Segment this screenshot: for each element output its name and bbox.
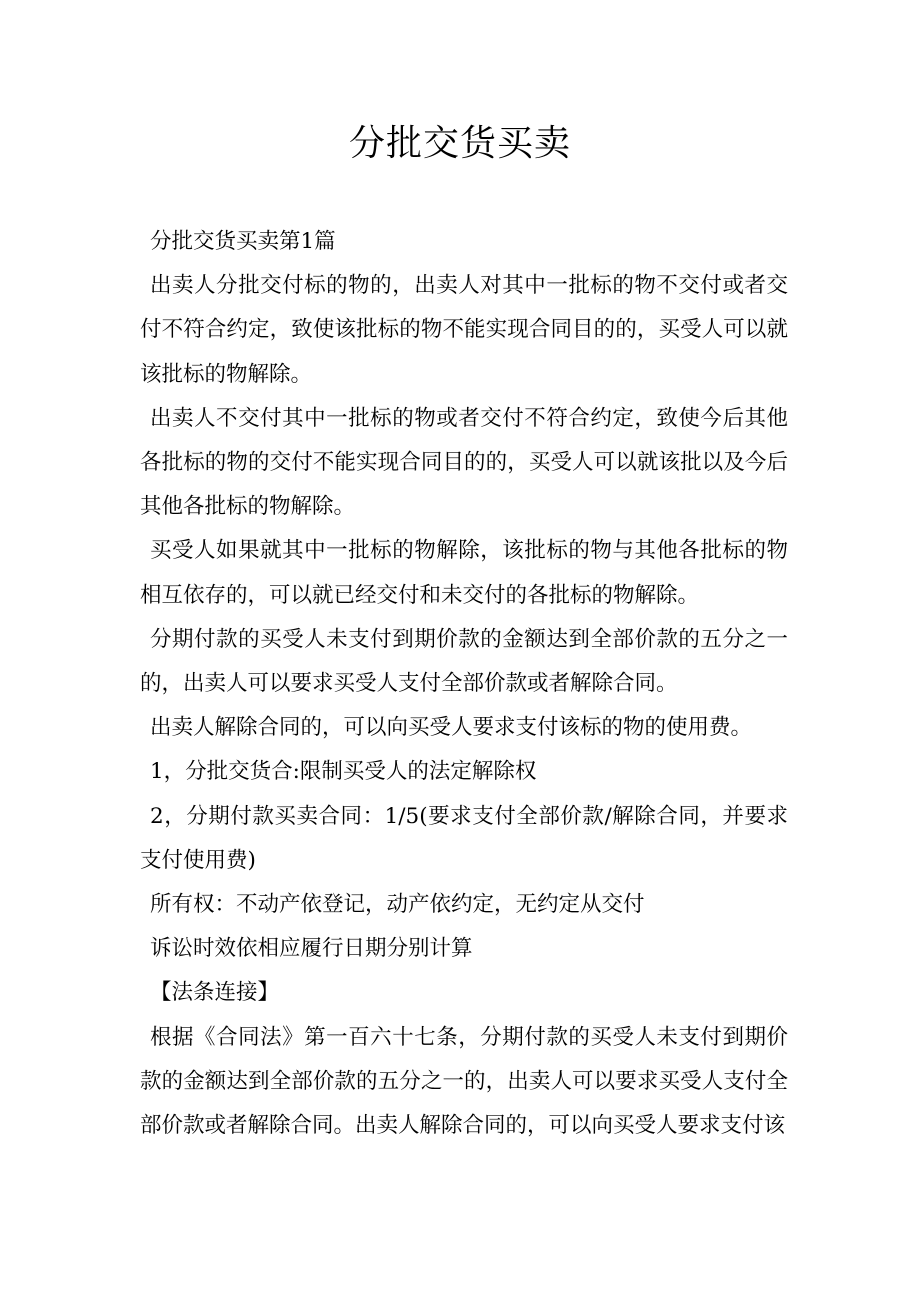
paragraph: 诉讼时效依相应履行日期分别计算 <box>150 936 473 962</box>
document-title: 分批交货买卖 <box>348 123 571 164</box>
paragraph: 所有权：不动产依登记，动产依约定，无约定从交付 <box>150 892 645 918</box>
paragraph: 1，分批交货合:限制买受人的法定解除权 <box>150 759 537 785</box>
paragraph: 出卖人分批交付标的物的，出卖人对其中一批标的物不交付或者交付不符合约定，致使该批标的物不能实现合同目的的，买受人可以就该批标的物解除。 <box>140 273 788 387</box>
paragraph: 分期付款的买受人未支付到期价款的金额达到全部价款的五分之一的，出卖人可以要求买受人支付全部价款或者解除合同。 <box>140 626 788 697</box>
paragraph: 出卖人解除合同的，可以向买受人要求支付该标的物的使用费。 <box>150 715 753 741</box>
paragraph: 买受人如果就其中一批标的物解除，该批标的物与其他各批标的物相互依存的，可以就已经交付和未交付的各批标的物解除。 <box>140 538 788 608</box>
paragraph: 根据《合同法》第一百六十七条，分期付款的买受人未支付到期价款的金额达到全部价款的五分之一的，出卖人可以要求买受人支付全部价款或者解除合同。出卖人解除合同的，可以向买受人要求支付该 <box>140 1024 788 1139</box>
paragraph: 分批交货买卖第1篇 <box>150 229 336 254</box>
document-body <box>140 220 788 1148</box>
paragraph: 【法条连接】 <box>150 980 280 1006</box>
paragraph: 出卖人不交付其中一批标的物或者交付不符合约定，致使今后其他各批标的物的交付不能实现合同目的的，买受人可以就该批以及今后其他各批标的物解除。 <box>140 405 788 520</box>
paragraph: 2，分期付款买卖合同：1/5(要求支付全部价款/解除合同，并要求支付使用费) <box>140 803 788 873</box>
